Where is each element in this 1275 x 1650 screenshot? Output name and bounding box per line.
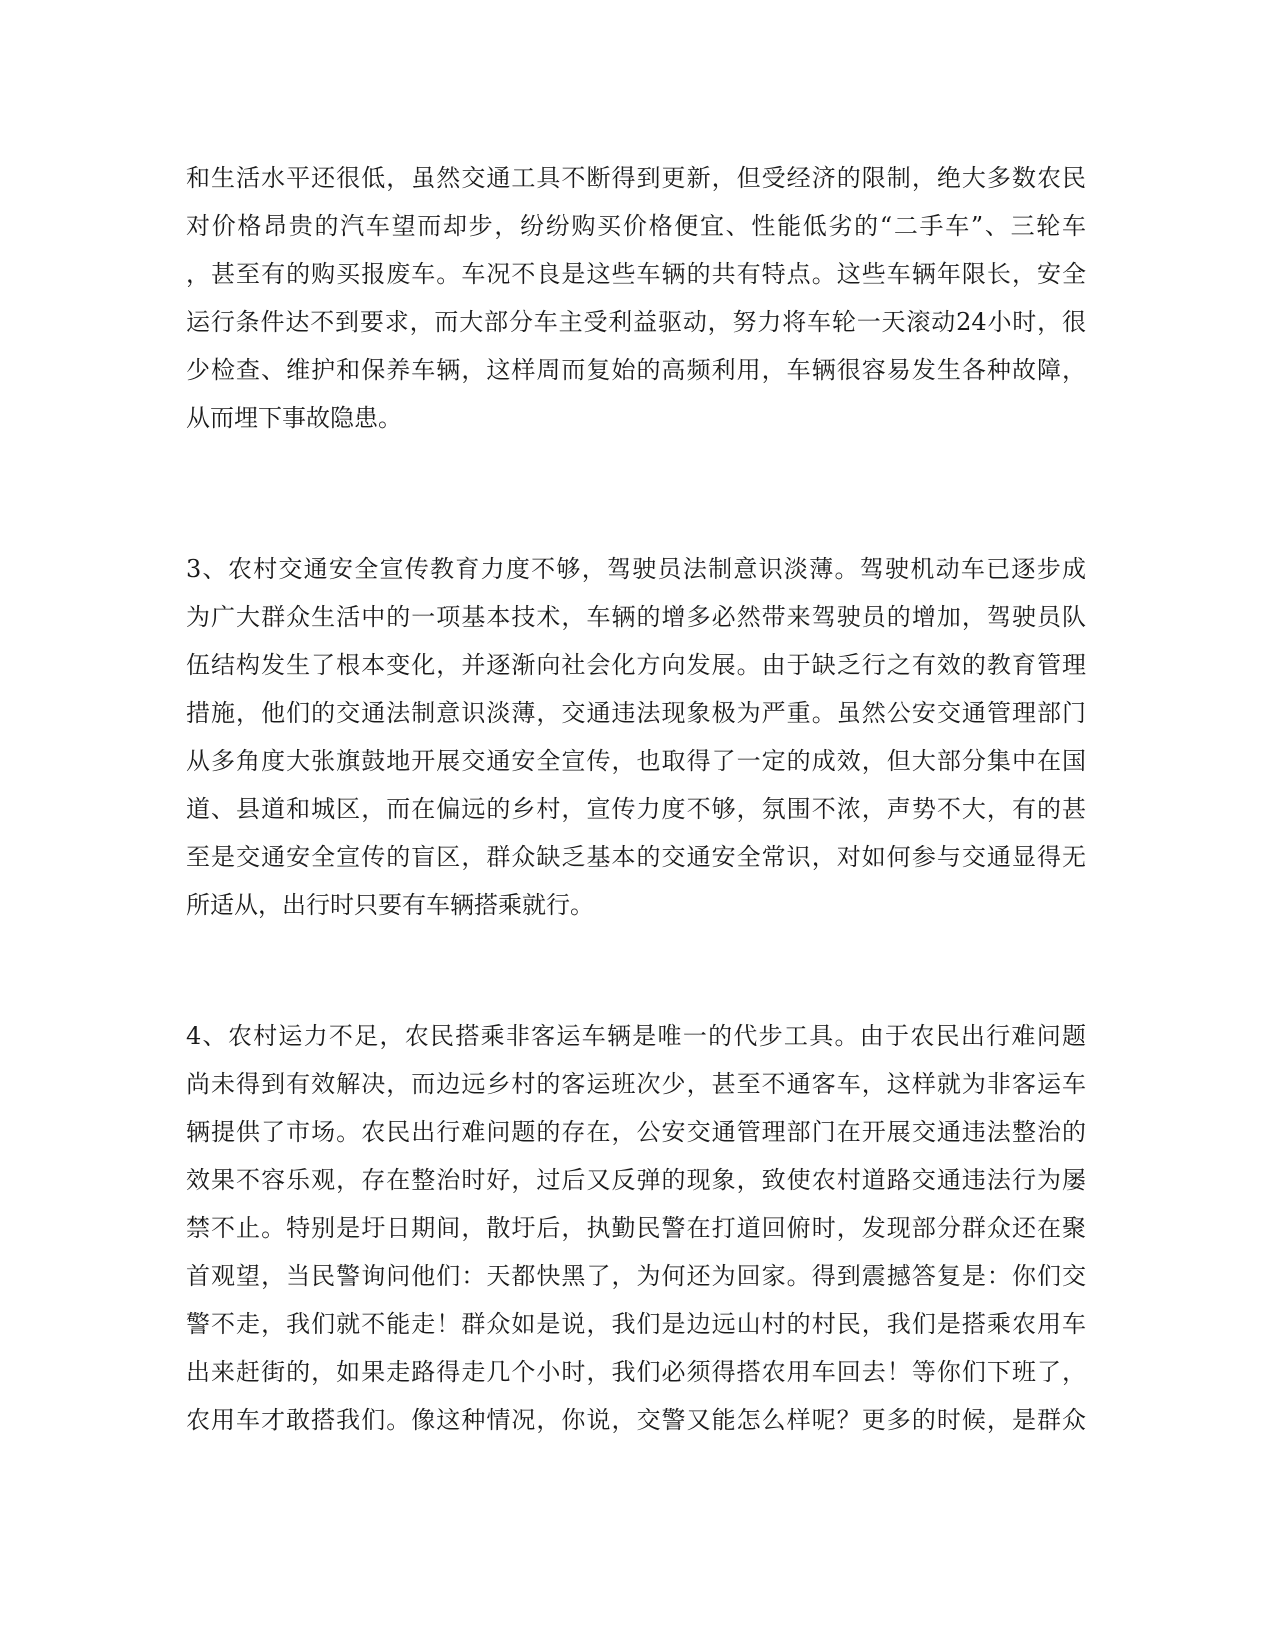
text-line: 至是交通安全宣传的盲区，群众缺乏基本的交通安全常识，对如何参与交通显得无	[186, 843, 1086, 871]
text-line: 辆提供了市场。农民出行难问题的存在，公安交通管理部门在开展交通违法整治的	[186, 1118, 1086, 1146]
text-line: 为广大群众生活中的一项基本技术，车辆的增多必然带来驾驶员的增加，驾驶员队	[186, 603, 1086, 631]
text-line: 农用车才敢搭我们。像这种情况，你说，交警又能怎么样呢？更多的时候，是群众	[186, 1406, 1086, 1434]
text-line: 从而埋下事故隐患。	[186, 404, 402, 432]
text-line: 道、县道和城区，而在偏远的乡村，宣传力度不够，氛围不浓，声势不大，有的甚	[186, 795, 1086, 823]
text-line: 所适从，出行时只要有车辆搭乘就行。	[186, 891, 594, 919]
text-line: 效果不容乐观，存在整治时好，过后又反弹的现象，致使农村道路交通违法行为屡	[186, 1166, 1086, 1194]
paragraph-vehicle-condition	[186, 154, 1086, 442]
text-line: 尚未得到有效解决，而边远乡村的客运班次少，甚至不通客车，这样就为非客运车	[186, 1070, 1086, 1098]
text-line: 对价格昂贵的汽车望而却步，纷纷购买价格便宜、性能低劣的“二手车”、三轮车	[186, 212, 1086, 240]
text-line: ，甚至有的购买报废车。车况不良是这些车辆的共有特点。这些车辆年限长，安全	[186, 260, 1086, 288]
text-line: 4、农村运力不足，农民搭乘非客运车辆是唯一的代步工具。由于农民出行难问题	[186, 1022, 1086, 1050]
text-line: 禁不止。特别是圩日期间，散圩后，执勤民警在打道回俯时，发现部分群众还在聚	[186, 1214, 1086, 1242]
text-line: 和生活水平还很低，虽然交通工具不断得到更新，但受经济的限制，绝大多数农民	[186, 164, 1086, 192]
text-line: 首观望，当民警询问他们：天都快黑了，为何还为回家。得到震撼答复是：你们交	[186, 1262, 1086, 1290]
text-line: 伍结构发生了根本变化，并逐渐向社会化方向发展。由于缺乏行之有效的教育管理	[186, 651, 1086, 679]
text-line: 少检查、维护和保养车辆，这样周而复始的高频利用，车辆很容易发生各种故障，	[186, 356, 1086, 384]
text-line: 从多角度大张旗鼓地开展交通安全宣传，也取得了一定的成效，但大部分集中在国	[186, 747, 1086, 775]
text-line: 措施，他们的交通法制意识淡薄，交通违法现象极为严重。虽然公安交通管理部门	[186, 699, 1086, 727]
text-line: 运行条件达不到要求，而大部分车主受利益驱动，努力将车轮一天滚动24小时，很	[186, 308, 1086, 336]
paragraph-safety-education	[186, 545, 1086, 929]
text-line: 警不走，我们就不能走！群众如是说，我们是边远山村的村民，我们是搭乘农用车	[186, 1310, 1086, 1338]
text-line: 出来赶街的，如果走路得走几个小时，我们必须得搭农用车回去！等你们下班了，	[186, 1358, 1086, 1386]
paragraph-transport-capacity	[186, 1012, 1086, 1444]
text-line: 3、农村交通安全宣传教育力度不够，驾驶员法制意识淡薄。驾驶机动车已逐步成	[186, 555, 1086, 583]
